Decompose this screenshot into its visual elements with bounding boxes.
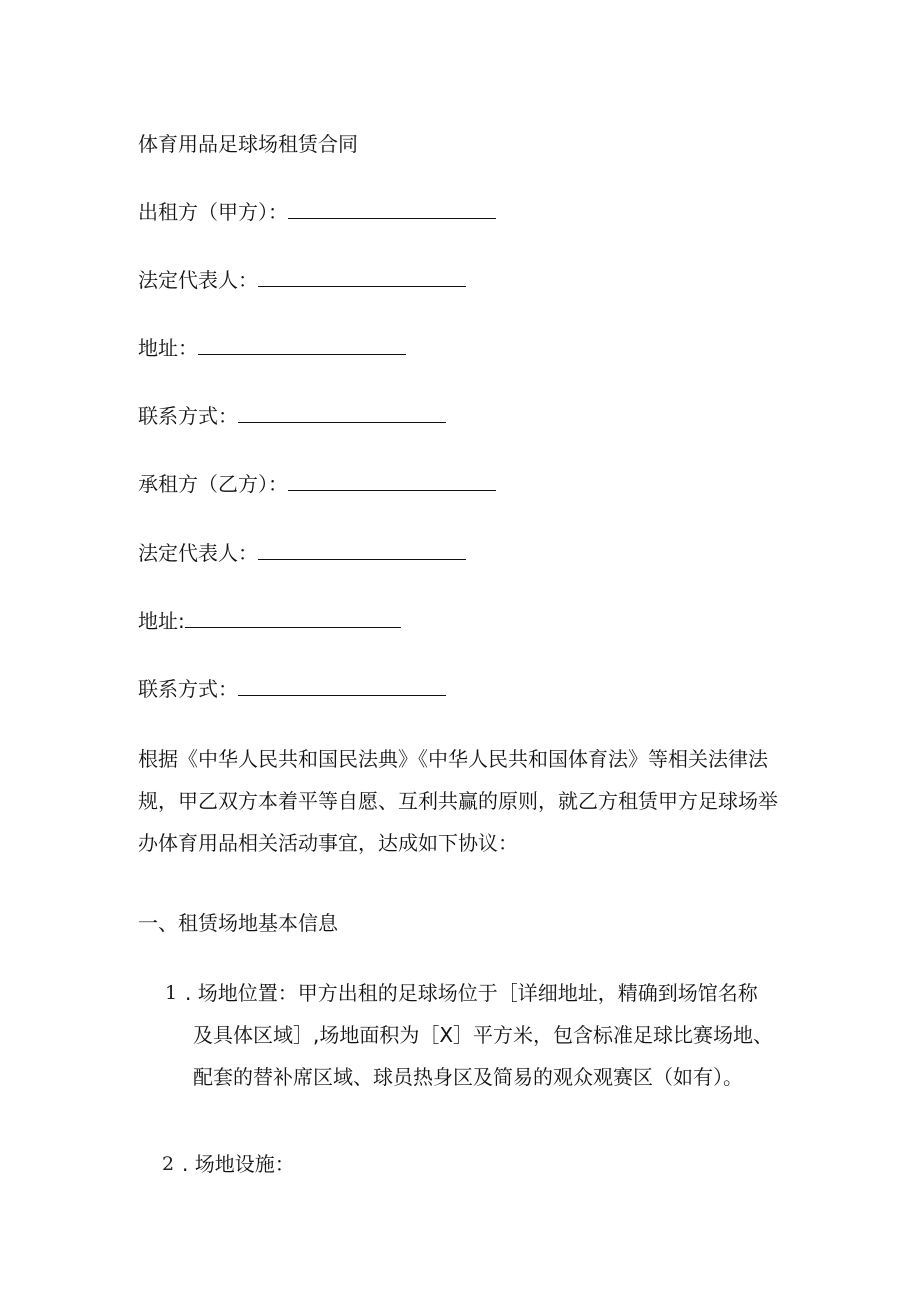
clause-number: 1 (165, 982, 178, 1004)
lessor-contact-blank[interactable] (238, 402, 446, 423)
document-title: 体育用品足球场租赁合同 (138, 132, 358, 156)
lessee-field (138, 470, 496, 498)
lessor-rep-field (138, 266, 466, 294)
lessor-label: 出租方（甲方）： (138, 200, 288, 224)
clause-line: . 场地位置：甲方出租的足球场位于［详细地址，精确到场馆名称 (185, 981, 758, 1005)
lessee-address-field (138, 607, 401, 635)
preamble-line: 办体育用品相关活动事宜，达成如下协议： (138, 831, 518, 855)
lessee-address-blank[interactable] (185, 607, 401, 628)
lessor-contact-field (138, 402, 446, 430)
lessor-address-blank[interactable] (198, 334, 406, 355)
lessee-contact-label: 联系方式： (138, 677, 238, 701)
preamble-paragraph (138, 738, 788, 864)
lessee-rep-label: 法定代表人： (138, 541, 258, 565)
section-heading: 一、租赁场地基本信息 (138, 911, 338, 935)
lessor-address-label: 地址： (138, 336, 198, 360)
clause-item-2 (162, 1143, 295, 1185)
clause-item-1 (165, 972, 773, 1098)
lessee-address-label: 地址: (138, 609, 185, 633)
clause-body (185, 972, 773, 1098)
lessor-rep-blank[interactable] (258, 266, 466, 287)
clause-number: 2 (162, 1153, 175, 1175)
preamble-line: 规，甲乙双方本着平等自愿、互利共赢的原则，就乙方租赁甲方足球场举 (138, 789, 778, 813)
lessee-contact-field (138, 675, 446, 703)
lessee-rep-field (138, 539, 466, 567)
clause-line: 配套的替补席区域、球员热身区及简易的观众观赛区（如有）。 (193, 1065, 743, 1089)
lessor-contact-label: 联系方式： (138, 404, 238, 428)
lessor-address-field (138, 334, 406, 362)
clause-body (182, 1143, 295, 1185)
lessor-rep-label: 法定代表人： (138, 268, 258, 292)
lessor-blank[interactable] (288, 198, 496, 219)
lessee-contact-blank[interactable] (238, 675, 446, 696)
preamble-line: 根据《中华人民共和国民法典》《中华人民共和国体育法》等相关法律法 (138, 747, 768, 771)
clause-line: 及具体区域］,场地面积为［X］平方米，包含标准足球比赛场地、 (193, 1023, 774, 1047)
clause-line: . 场地设施： (182, 1152, 295, 1176)
lessee-blank[interactable] (288, 470, 496, 491)
lessor-field (138, 198, 496, 226)
lessee-label: 承租方（乙方）： (138, 472, 288, 496)
lessee-rep-blank[interactable] (258, 539, 466, 560)
